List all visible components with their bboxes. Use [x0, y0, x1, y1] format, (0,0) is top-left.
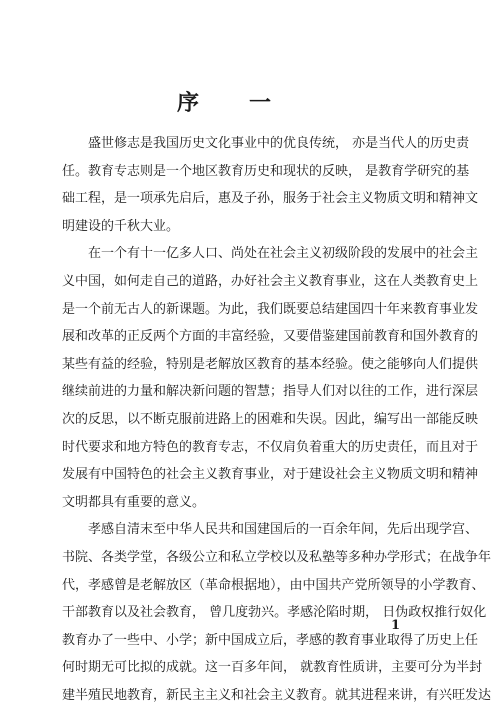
paragraph-2-line-3: 是一个前无古人的新课题。为此，我们既要总结建国四十年来教育事业发 [62, 301, 479, 317]
paragraph-3-line-7: 建半殖民地教育，新民主主义和社会主义教育。就其进程来讲，有兴旺发达 [62, 687, 491, 703]
paragraph-3-line-4: 干部教育以及社会教育， 曾几度勃兴。孝感沦陷时期， 日伪政权推行奴化 [62, 605, 487, 621]
title-char-1: 序 [176, 90, 201, 116]
paragraph-2-line-1: 在一个有十一亿多人口、尚处在社会主义初级阶段的发展中的社会主 [88, 246, 479, 262]
paragraph-2-line-7: 次的反思，以不断克服前进路上的困难和失误。因此，编写出一部能反映 [62, 411, 479, 427]
page-title [0, 86, 450, 117]
paragraph-1-line-4: 明建设的千秋大业。 [62, 218, 180, 234]
paragraph-2-line-6: 继续前进的力量和解决新问题的智慧；指导人们对以往的工作，进行深层 [62, 384, 479, 400]
title-char-2: 一 [249, 90, 274, 116]
paragraph-2-line-4: 展和改革的正反两个方面的丰富经验，又要借鉴建国前教育和国外教育的 [62, 329, 479, 345]
paragraph-2-line-9: 发展有中国特色的社会主义教育事业，对于建设社会主义物质文明和精神 [62, 467, 479, 483]
paragraph-1-line-3: 础工程，是一项承先启后，惠及子孙，服务于社会主义物质文明和精神文 [62, 191, 479, 207]
paragraph-3-line-3: 代，孝感曾是老解放区（革命根据地），由中国共产党所领导的小学教育、 [62, 577, 485, 593]
paragraph-2-line-10: 文明都具有重要的意义。 [62, 494, 206, 510]
paragraph-3-line-6: 何时期无可比拟的成就。这一百多年间， 就教育性质讲，主要可分为半封 [62, 660, 483, 676]
paragraph-1-line-1: 盛世修志是我国历史文化事业中的优良传统， 亦是当代人的历史责 [88, 136, 470, 151]
paragraph-2-line-8: 时代要求和地方特色的教育专志，不仅肩负着重大的历史责任，而且对于 [62, 439, 479, 455]
paragraph-2-line-5: 某些有益的经验，特别是老解放区教育的基本经验。使之能够向人们提供 [62, 356, 479, 372]
page-number: 1 [390, 618, 400, 633]
paragraph-3-line-5: 教育办了一些中、小学；新中国成立后，孝感的教育事业取得了历史上任 [62, 632, 479, 648]
paragraph-1-line-2: 任。教育专志则是一个地区教育历史和现状的反映， 是教育学研究的基 [62, 163, 470, 179]
paragraph-3-line-2: 书院、各类学堂，各级公立和私立学校以及私塾等多种办学形式；在战争年 [62, 549, 491, 565]
body-text [62, 130, 491, 709]
paragraph-2-line-2: 义中国，如何走自己的道路，办好社会主义教育事业，这在人类教育史上 [62, 273, 479, 289]
paragraph-3-line-1: 孝感自清末至中华人民共和国建国后的一百余年间，先后出现学宫、 [88, 522, 479, 538]
